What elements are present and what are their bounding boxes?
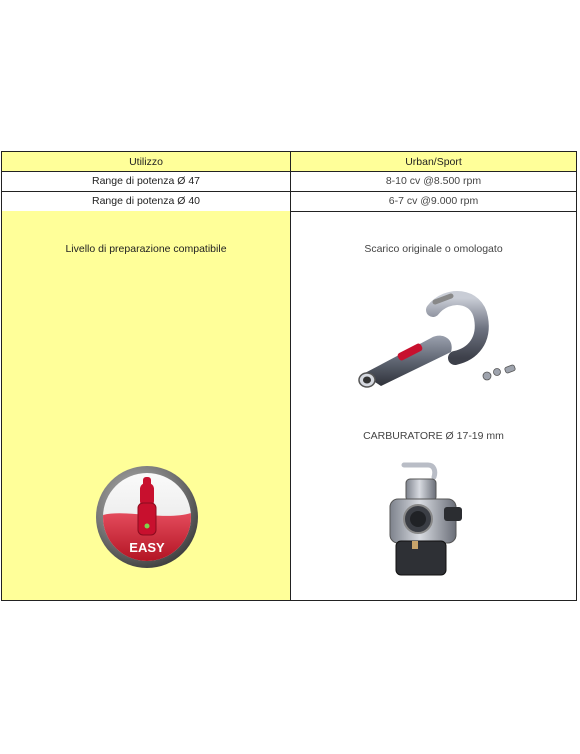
carburetor-image [384, 459, 466, 579]
row-value-47: 8-10 cv @8.500 rpm [385, 175, 482, 187]
svg-text:EASY: EASY [129, 540, 165, 555]
table-body-row [2, 211, 576, 600]
row-label-47: Range di potenza Ø 47 [2, 171, 291, 191]
exhaust-image [355, 288, 525, 392]
compatible-parts-cell [291, 211, 576, 600]
spec-table [1, 151, 577, 601]
row-value-40: 6-7 cv @9.000 rpm [388, 195, 479, 207]
preparation-level-cell [2, 211, 291, 600]
carburetor-label: CARBURATORE Ø 17-19 mm [363, 430, 504, 442]
table-row [2, 171, 576, 192]
easy-level-badge [95, 465, 199, 569]
header-utilizzo: Utilizzo [2, 152, 291, 171]
exhaust-label: Scarico originale o omologato [364, 243, 503, 255]
row-label-40: Range di potenza Ø 40 [2, 191, 291, 211]
header-urban-sport: Urban/Sport [405, 155, 462, 168]
preparation-level-label: Livello di preparazione compatibile [65, 243, 227, 255]
table-row [2, 191, 576, 212]
table-header-row [2, 152, 576, 172]
